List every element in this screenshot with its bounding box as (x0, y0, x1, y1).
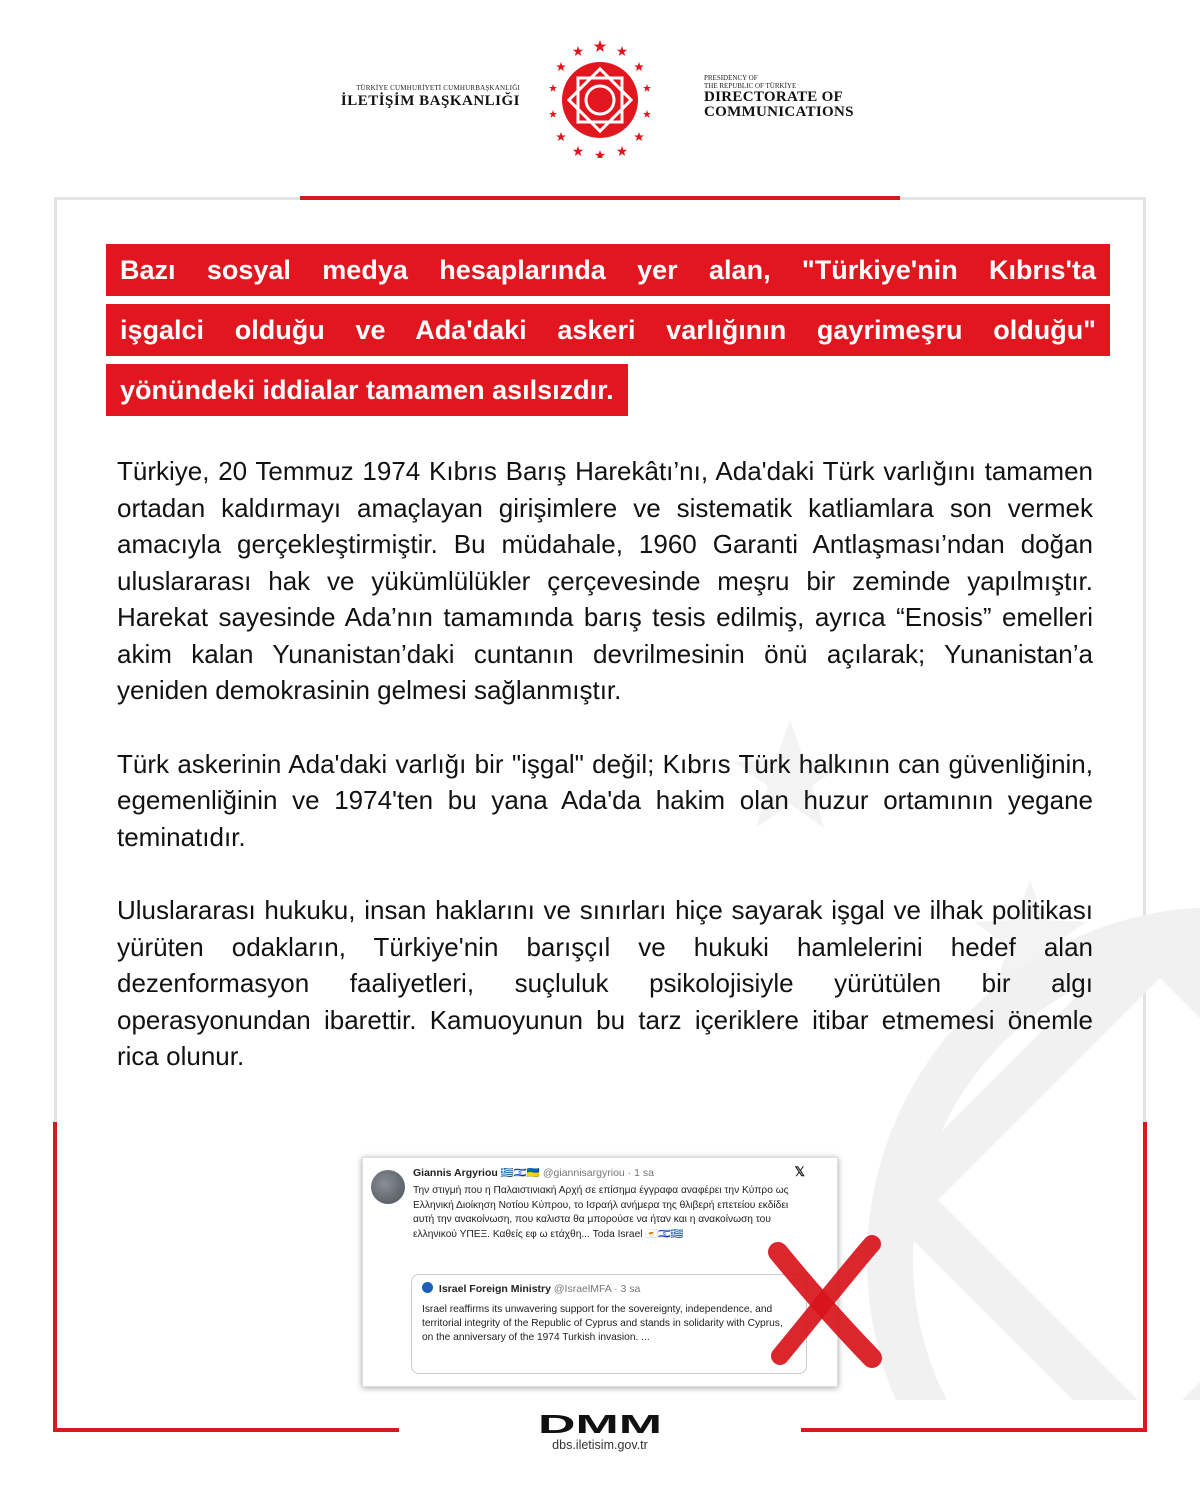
frame-bottom-right (801, 1428, 1147, 1432)
paragraph-3: Uluslararası hukuku, insan haklarını ve sınırları hiçe sayarak işgal ve ilhak politikası yürüten odakların, Türkiye'nin barışçıl ve hukuki hamlelerini hedef alan dezenformasyon faaliyetleri, suçluluk psikolojisiyle yürütülen bir algı operasyonundan ibarettir. Kamuoyunun bu tarz içeriklere itibar etmemesi önemle rica olunur. (117, 895, 1093, 1071)
quoted-tweet-text: Israel reaffirms its unwavering support for the sovereignty, independence, and territorial integrity of the Republic of Cyprus and stands in solidarity with Cyprus, on the anniversary of the 1974 Turkish invasion. ... (422, 1304, 783, 1344)
tweet-header (413, 1166, 654, 1179)
israel-mfa-avatar-icon (422, 1282, 433, 1293)
tweet-text: Την στιγμή που η Παλαιστινιακή Αρχή σε επίσημα έγγραφα αναφέρει την Κύπρο ως Ελληνική Διοίκηση Νοτίου Κύπρου, το Ισραήλ ανήμερα της θλιβερή επετείου εκδίδει αυτή την ανακοίνωση, που καλιστα θα μπορούσε να ήταν και η ανακοίνωση του ελληνικού ΥΠΕΞ. Καθείς εφ ω ετάχθη... Toda Israel 🇨🇾🇮🇱🇬🇷 (413, 1185, 789, 1240)
frame-left-accent (53, 1122, 57, 1432)
frame-left (54, 197, 57, 1122)
quoted-tweet-author: Israel Foreign Ministry (438, 1283, 551, 1295)
quoted-tweet-header (422, 1282, 640, 1295)
quoted-tweet-handle-time: @IsraelMFA · 3 sa (553, 1283, 641, 1295)
avatar (371, 1170, 405, 1204)
paragraph-1: Türkiye, 20 Temmuz 1974 Kıbrıs Barış Harekâtı’nı, Ada'daki Türk varlığını tamamen ortadan kaldırmayı amaçlayan girişimlere ve sistematik katliamlara son vermek amacıyla gerçekleştirmiştir. Bu müdahale, 1960 Garanti Antlaşması’ndan doğan uluslararası hak ve yükümlülükler çerçevesinde meşru bir zeminde yapılmıştır. Harekat sayesinde Ada’nın tamamında barış tesis edilmiş, ayrıca “Enosis” emelleri akim kalan Yunanistan’daki cuntanın devrilmesinin önü açılarak; Yunanistan’a yeniden demokrasinin gelmesi sağlanmıştır. (117, 456, 1093, 705)
red-cross-mark-icon (760, 1230, 890, 1370)
tweet-author: Giannis Argyriou (413, 1167, 498, 1179)
headline-line-2: işgalci olduğu ve Ada'daki askeri varlığının gayrimeşru olduğu" (106, 304, 1110, 356)
frame-bottom-left (53, 1428, 399, 1432)
tweet-handle-time: @giannisargyriou · 1 sa (542, 1167, 654, 1179)
headline-line-1: Bazı sosyal medya hesaplarında yer alan, "Türkiye'nin Kıbrıs'ta (106, 244, 1110, 296)
statement-body (117, 453, 1093, 1112)
institution-name-en (704, 74, 944, 120)
institution-title-tr: İLETİŞİM BAŞKANLIĞI (340, 93, 520, 109)
tweet-author-flags: 🇬🇷🇮🇱🇺🇦 (500, 1167, 540, 1179)
quoted-tweet (411, 1274, 807, 1374)
institution-subtitle-en-1: PRESIDENCY OF (704, 74, 758, 82)
footer-url: dbs.iletisim.gov.tr (552, 1438, 648, 1452)
institution-title-en-1: DIRECTORATE OF (704, 89, 844, 105)
institution-subtitle-tr: TÜRKİYE CUMHURİYETİ CUMHURBAŞKANLIĞI (356, 84, 520, 92)
headline-line-3: yönündeki iddialar tamamen asılsızdır. (106, 364, 628, 416)
presidency-star-emblem-icon (548, 38, 652, 158)
institution-subtitle-en-2: THE REPUBLIC OF TÜRKİYE (704, 82, 797, 90)
paragraph-2: Türk askerinin Ada'daki varlığı bir "işgal" değil; Kıbrıs Türk halkının can güvenliğinin, egemenliğinin ve 1974'ten bu yana Ada'da hakim olan huzur ortamının yegane teminatıdır. (117, 748, 1093, 852)
x-logo-icon: 𝕏 (794, 1164, 805, 1179)
dmm-logo-text: DMM (538, 1412, 662, 1436)
frame-top-accent (300, 196, 900, 200)
institution-name-tr (300, 84, 520, 110)
headline (106, 244, 1110, 424)
institution-title-en-2: COMMUNICATIONS (704, 104, 854, 120)
frame-top-left (54, 197, 300, 200)
frame-top-right (900, 197, 1146, 200)
dmm-logo (538, 1412, 662, 1436)
